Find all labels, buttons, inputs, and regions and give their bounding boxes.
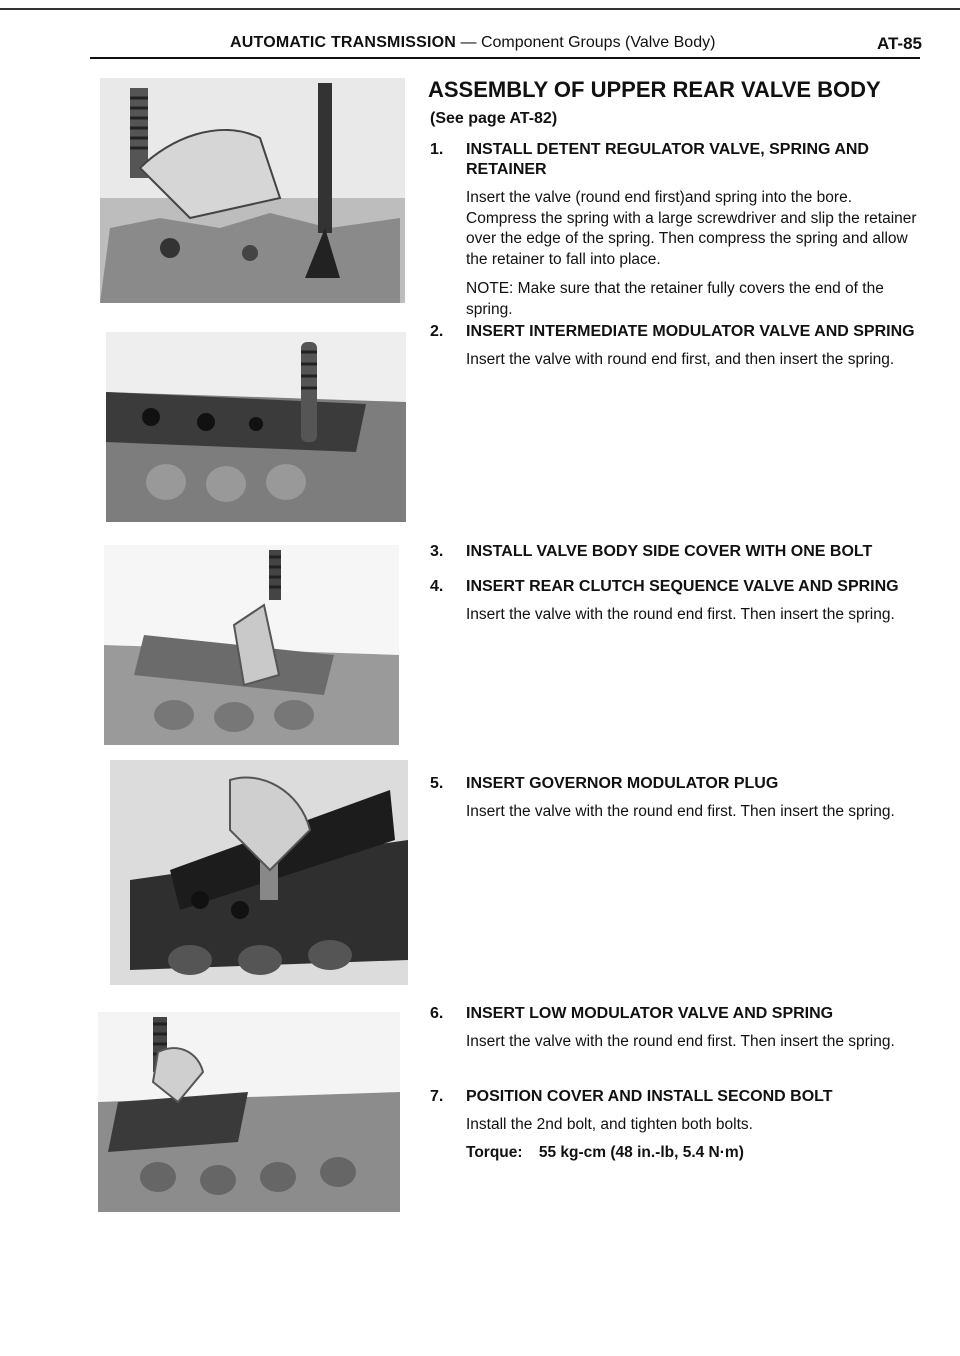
page-number: AT-85 <box>876 34 922 53</box>
step-heading: INSERT REAR CLUTCH SEQUENCE VALVE AND SPRING <box>466 578 899 595</box>
step-body: Insert the valve with the round end first. Then insert the spring. <box>466 803 895 820</box>
step-body: Install the 2nd bolt, and tighten both bolts. <box>466 1116 753 1133</box>
step-number: 6. <box>430 1005 444 1022</box>
step-2 <box>430 322 920 371</box>
section-title: AUTOMATIC TRANSMISSION <box>230 34 457 51</box>
header-rule <box>90 57 920 59</box>
page-title: ASSEMBLY OF UPPER REAR VALVE BODY <box>428 77 881 102</box>
subsection-title: Component Groups (Valve Body) <box>480 34 716 51</box>
step-number: 3. <box>430 543 444 560</box>
header-dash: — <box>460 34 481 51</box>
torque-spec <box>466 1144 920 1162</box>
step-number: 4. <box>430 578 444 595</box>
photo-low-modulator <box>98 1012 400 1212</box>
photo-detent-regulator <box>100 78 405 303</box>
step-body: Insert the valve with the round end first. Then insert the spring. <box>466 606 895 623</box>
step-heading: POSITION COVER AND INSTALL SECOND BOLT <box>466 1088 833 1105</box>
step-body: Insert the valve with the round end first. Then insert the spring. <box>466 1033 895 1050</box>
step-4 <box>430 577 920 626</box>
photo-intermediate-modulator <box>106 332 406 522</box>
step-7 <box>430 1087 920 1162</box>
step-note: NOTE: Make sure that the retainer fully covers the end of the spring. <box>466 280 884 318</box>
step-5 <box>430 774 920 823</box>
page-header <box>230 34 930 52</box>
step-body: Insert the valve with round end first, and then insert the spring. <box>466 351 895 368</box>
step-body: Insert the valve (round end first)and spring into the bore. Compress the spring with a large screwdriver and slip the retainer over the edge of the spring. Then compress the spring and allow the retainer to fall into place. <box>466 189 917 268</box>
step-1 <box>430 140 920 320</box>
step-number: 1. <box>430 141 444 158</box>
step-heading: INSTALL VALVE BODY SIDE COVER WITH ONE BOLT <box>466 543 873 560</box>
step-6 <box>430 1004 920 1053</box>
top-rule <box>0 8 960 10</box>
step-number: 2. <box>430 323 444 340</box>
torque-value: 55 kg-cm (48 in.-lb, 5.4 N·m) <box>538 1143 744 1161</box>
step-number: 5. <box>430 775 444 792</box>
photo-governor-modulator <box>110 760 408 985</box>
step-3 <box>430 542 920 562</box>
step-heading: INSERT GOVERNOR MODULATOR PLUG <box>466 775 779 792</box>
step-heading: INSERT INTERMEDIATE MODULATOR VALVE AND SPRING <box>466 323 915 340</box>
see-page-reference: (See page AT-82) <box>430 110 558 127</box>
step-number: 7. <box>430 1088 444 1105</box>
step-heading: INSERT LOW MODULATOR VALVE AND SPRING <box>466 1005 834 1022</box>
torque-label: Torque: <box>466 1143 523 1161</box>
step-heading: INSTALL DETENT REGULATOR VALVE, SPRING AND RETAINER <box>466 141 869 178</box>
photo-rear-clutch-sequence <box>104 545 399 745</box>
